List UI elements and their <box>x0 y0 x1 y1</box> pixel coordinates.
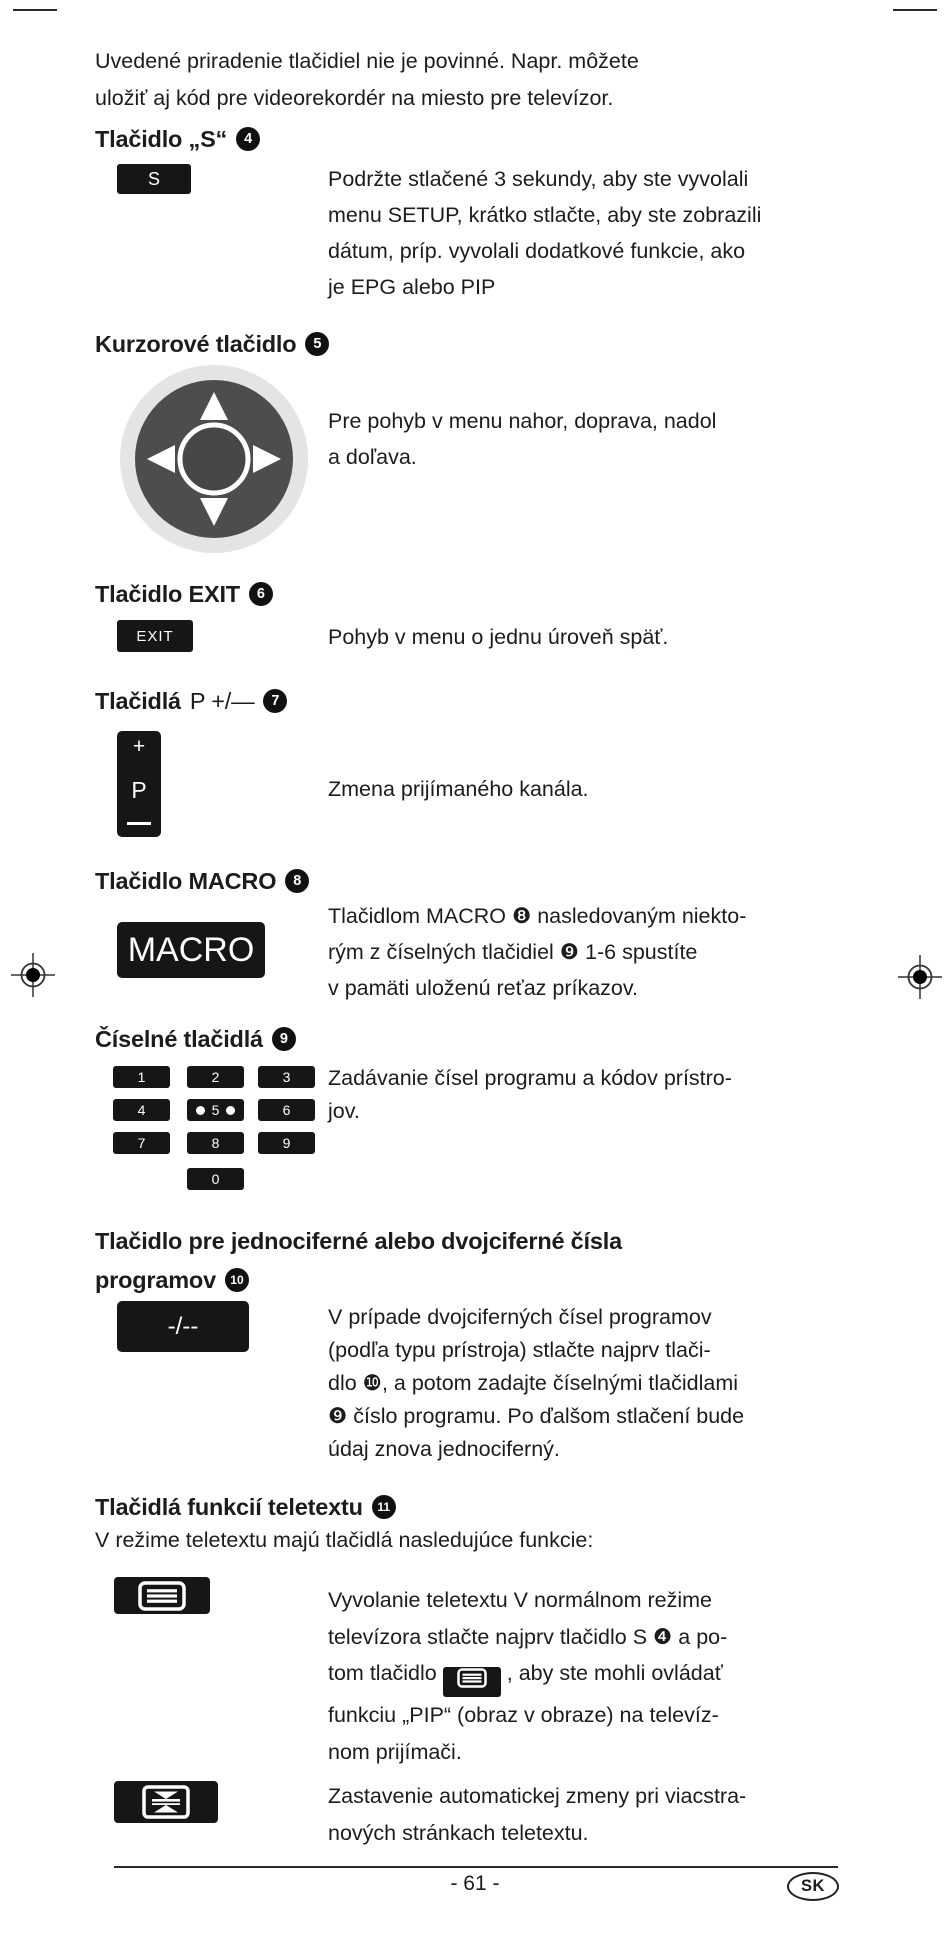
digit-key-2 <box>187 1066 244 1088</box>
macro-key-label: MACRO <box>127 930 255 969</box>
p-description <box>328 771 589 807</box>
desc-line: Zadávanie čísel programu a kódov prístro- <box>328 1066 732 1090</box>
desc-line: nom prijímači. <box>328 1739 462 1764</box>
language-badge-label: SK <box>801 1877 825 1895</box>
heading-macro-button <box>95 866 309 896</box>
registration-mark-icon <box>898 955 942 1004</box>
badge-11-icon: 11 <box>372 1495 396 1519</box>
hold-page-icon <box>142 1785 190 1819</box>
heading-text: Tlačidlo EXIT <box>95 581 240 607</box>
desc-line: je EPG alebo PIP <box>328 275 496 299</box>
s-description <box>328 161 761 305</box>
teletext-key-image <box>114 1577 210 1614</box>
desc-line: (podľa typu prístroja) stlačte najprv tlači- <box>328 1338 711 1362</box>
tactile-dot-icon <box>226 1106 235 1115</box>
cursor-description <box>328 403 716 475</box>
digit-key-3 <box>258 1066 315 1088</box>
desc-line: Vyvolanie teletextu V normálnom režime <box>328 1588 712 1612</box>
exit-key-image <box>117 620 193 652</box>
heading-text: Tlačidlo „S“ <box>95 126 228 152</box>
cursor-pad-icon <box>119 364 309 554</box>
digits-description <box>328 1062 732 1128</box>
digit-label: 3 <box>282 1069 291 1085</box>
badge-10-icon: 10 <box>225 1268 249 1292</box>
crop-mark-top-right <box>893 9 937 11</box>
desc-line: údaj znova jednociferný. <box>328 1437 560 1461</box>
desc-line: v pamäti uloženú reťaz príkazov. <box>328 976 639 1000</box>
exit-key-label: EXIT <box>136 627 174 645</box>
digit-key-0 <box>187 1168 244 1190</box>
teletext-description <box>328 1582 727 1770</box>
hold-key-image <box>114 1781 218 1823</box>
heading-digit-buttons <box>95 1024 296 1054</box>
teletext-page-icon <box>138 1581 186 1611</box>
desc-text: tom tlačidlo <box>328 1661 437 1685</box>
heading-text: Kurzorové tlačidlo <box>95 331 297 357</box>
desc-line: Podržte stlačené 3 sekundy, aby ste vyvolali <box>328 167 749 191</box>
digit-key-9 <box>258 1132 315 1154</box>
desc-line: rým z číselných tlačidiel ❾ 1-6 spustíte <box>328 940 698 964</box>
digit-label: 6 <box>282 1102 291 1118</box>
heading-exit-button <box>95 579 273 609</box>
desc-line: dlo ❿, a potom zadajte číselnými tlačidlami <box>328 1371 739 1395</box>
badge-8-icon: 8 <box>285 869 309 893</box>
heading-s-button <box>95 124 260 154</box>
desc-line: dátum, príp. vyvolali dodatkové funkcie, ako <box>328 239 746 263</box>
digit-key-4 <box>113 1099 170 1121</box>
heading-text: Číselné tlačidlá <box>95 1026 263 1052</box>
intro-line: uložiť aj kód pre videorekordér na miesto pre televízor. <box>95 86 614 110</box>
heading-digit-mode-line1 <box>95 1226 622 1256</box>
desc-line: funkciu „PIP“ (obraz v obraze) na televíz- <box>328 1703 719 1727</box>
desc-line: Tlačidlom MACRO ❽ nasledovaným niekto- <box>328 904 747 928</box>
desc-line: Pre pohyb v menu nahor, doprava, nadol <box>328 409 717 433</box>
digit-label: 8 <box>211 1135 220 1151</box>
p-key-image <box>117 731 161 837</box>
badge-9-icon: 9 <box>272 1027 296 1051</box>
macro-key-image <box>117 922 265 978</box>
teletext-page-icon <box>443 1667 501 1697</box>
badge-5-icon: 5 <box>305 332 329 356</box>
heading-cursor-button <box>95 329 329 359</box>
desc-line: Zmena prijímaného kanála. <box>328 777 589 801</box>
desc-text: , aby ste mohli ovládať <box>506 1661 723 1685</box>
heading-teletext-buttons <box>95 1492 396 1522</box>
crop-mark-top-left <box>13 9 57 11</box>
intro-paragraph <box>95 43 639 117</box>
digit-label: 0 <box>211 1171 220 1187</box>
digit-label: 7 <box>137 1135 146 1151</box>
digit-key-8 <box>187 1132 244 1154</box>
desc-line: Zastavenie automatickej zmeny pri viacstra- <box>328 1784 747 1808</box>
heading-text-light: P +/— <box>189 688 255 714</box>
heading-p-buttons <box>95 686 287 716</box>
desc-line: a doľava. <box>328 445 417 469</box>
desc-line: jov. <box>328 1099 360 1123</box>
digit-key-5 <box>187 1099 244 1121</box>
p-key-letter-label: P <box>131 776 147 803</box>
hold-description <box>328 1778 746 1852</box>
digit-label: 4 <box>137 1102 146 1118</box>
digit-key-6 <box>258 1099 315 1121</box>
p-key-minus-icon <box>127 822 151 825</box>
heading-text: programov <box>95 1267 216 1293</box>
page-number: - 61 - <box>450 1872 500 1895</box>
s-key-label: S <box>147 168 160 189</box>
digit-mode-description <box>328 1301 744 1466</box>
digit-label: 2 <box>211 1069 220 1085</box>
language-badge <box>787 1872 839 1901</box>
digit-label: 5 <box>211 1102 220 1118</box>
digit-label: 9 <box>282 1135 291 1151</box>
digit-key-1 <box>113 1066 170 1088</box>
digit-label: 1 <box>137 1069 146 1085</box>
badge-6-icon: 6 <box>249 582 273 606</box>
badge-4-icon: 4 <box>236 127 260 151</box>
heading-text: Tlačidlo pre jednociferné alebo dvojciferné čísla <box>95 1228 622 1254</box>
desc-line: menu SETUP, krátko stlačte, aby ste zobrazili <box>328 203 762 227</box>
desc-line: ❾ číslo programu. Po ďalšom stlačení bude <box>328 1404 745 1428</box>
heading-text: Tlačidlá <box>95 688 181 714</box>
desc-line: televízora stlačte najprv tlačidlo S ❹ a po- <box>328 1624 728 1649</box>
footer-rule <box>114 1866 838 1868</box>
p-key-plus-label: + <box>132 735 146 758</box>
desc-line: V prípade dvojciferných čísel programov <box>328 1305 712 1329</box>
exit-description <box>328 619 668 655</box>
heading-text: Tlačidlá funkcií teletextu <box>95 1494 363 1520</box>
heading-digit-mode-line2 <box>95 1265 249 1295</box>
desc-line-with-icon <box>328 1655 727 1697</box>
desc-line: nových stránkach teletextu. <box>328 1821 589 1845</box>
registration-mark-icon <box>11 953 55 1002</box>
teletext-subtitle <box>95 1525 593 1555</box>
subtitle-line: V režime teletextu majú tlačidlá nasledujúce funkcie: <box>95 1528 594 1552</box>
tactile-dot-icon <box>196 1106 205 1115</box>
digit-key-7 <box>113 1132 170 1154</box>
digit-mode-key-image <box>117 1301 249 1352</box>
s-key-image <box>117 164 191 194</box>
desc-line: Pohyb v menu o jednu úroveň späť. <box>328 625 669 649</box>
macro-description <box>328 898 746 1006</box>
badge-7-icon: 7 <box>263 689 287 713</box>
intro-line: Uvedené priradenie tlačidiel nie je povinné. Napr. môžete <box>95 49 639 73</box>
digit-mode-key-label: -/-- <box>167 1312 199 1340</box>
heading-text: Tlačidlo MACRO <box>95 868 277 894</box>
